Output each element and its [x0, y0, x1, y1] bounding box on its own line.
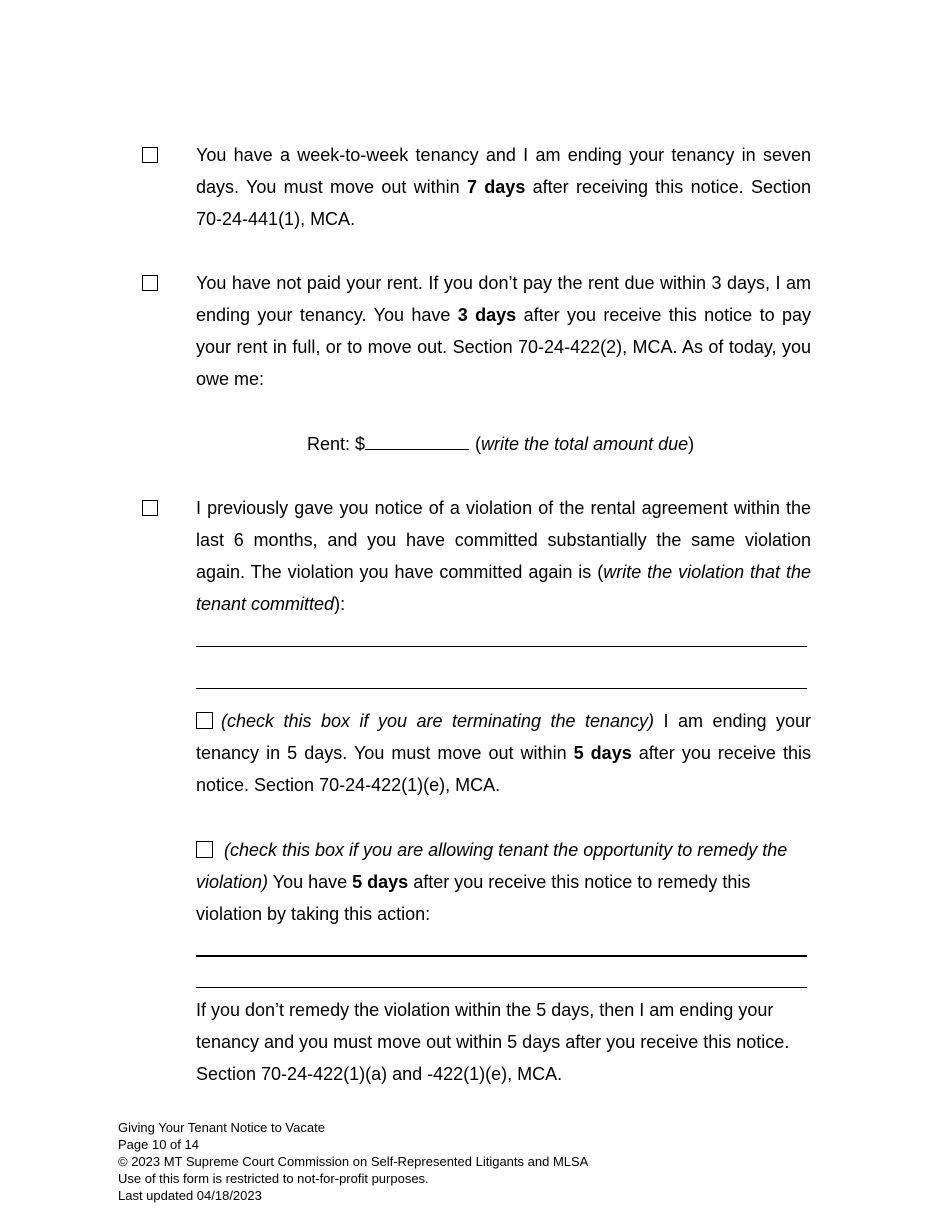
- page-footer: [118, 1119, 588, 1204]
- rent-amount-line: Rent: $ (write the total amount due): [307, 428, 694, 460]
- terminating-checkbox[interactable]: [196, 712, 213, 729]
- rent-label: Rent: $: [307, 434, 366, 454]
- rent-instruction: write the total amount due: [481, 434, 689, 454]
- footer-copyright: © 2023 MT Supreme Court Commission on Self-Represented Litigants and MLSA: [118, 1154, 589, 1169]
- repeat-violation-checkbox[interactable]: [142, 500, 158, 516]
- rent-amount-field[interactable]: [365, 429, 469, 450]
- footer-restriction: Use of this form is restricted to not-for-profit purposes.: [118, 1171, 429, 1186]
- footer-updated: Last updated 04/18/2023: [118, 1188, 262, 1203]
- remedy-action-write-line[interactable]: [196, 987, 807, 988]
- repeat-violation-paragraph: I previously gave you notice of a violation of the rental agreement within the last 6 months, and you have committed substantially the same violation again. The violation you have committed again is (write the violation that the tenant committed):: [196, 498, 811, 614]
- violation-write-line[interactable]: [196, 646, 807, 647]
- unpaid-rent-paragraph: You have not paid your rent. If you don’t pay the rent due within 3 days, I am ending your tenancy. You have 3 days after you receive this notice to pay your rent in full, or to move out. Section 70-24-422(2), MCA. As of today, you owe me:: [196, 273, 811, 389]
- remedy-checkbox[interactable]: [196, 841, 213, 858]
- remedy-failure-paragraph: If you don’t remedy the violation within the 5 days, then I am ending your tenancy and you must move out within 5 days after you receive this notice. Section 70-24-422(1)(a) and -422(1)(e), MCA.: [196, 1000, 790, 1084]
- footer-title: Giving Your Tenant Notice to Vacate: [118, 1120, 325, 1135]
- remedy-paragraph: (check this box if you are allowing tenant the opportunity to remedy the violation) You have 5 days after you receive this notice to remedy this violation by taking this action:: [196, 840, 788, 924]
- week-to-week-checkbox[interactable]: [142, 147, 158, 163]
- unpaid-rent-checkbox[interactable]: [142, 275, 158, 291]
- terminating-paragraph: (check this box if you are terminating the tenancy) I am ending your tenancy in 5 days. You must move out within 5 days after you receive this notice. Section 70-24-422(1)(e), MCA.: [196, 711, 811, 795]
- remedy-action-write-line[interactable]: [196, 955, 807, 957]
- violation-write-line[interactable]: [196, 688, 807, 689]
- week-to-week-paragraph: You have a week-to-week tenancy and I am ending your tenancy in seven days. You must move out within 7 days after receiving this notice. Section 70-24-441(1), MCA.: [196, 145, 811, 229]
- footer-page-number: Page 10 of 14: [118, 1137, 199, 1152]
